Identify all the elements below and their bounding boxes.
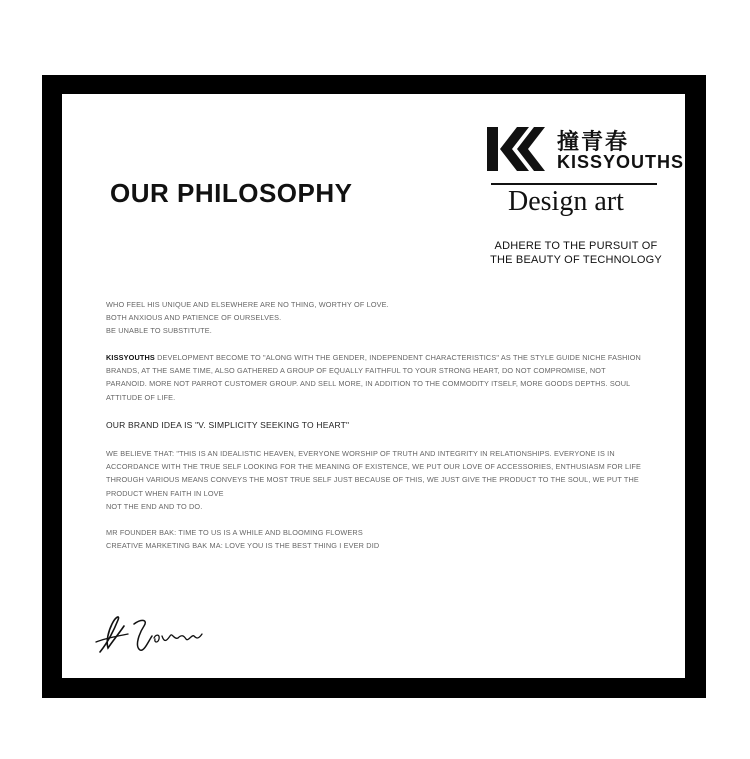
paragraph-line: ATTITUDE OF LIFE.: [106, 392, 176, 402]
belief-paragraph: [106, 447, 651, 513]
tagline-line: ADHERE TO THE PURSUIT OF: [494, 240, 658, 252]
paragraph-line: THROUGH VARIOUS MEANS CONVEYS THE MOST TRUE SELF JUST BECAUSE OF THIS, WE JUST GIVE THE PRODUCT TO THE SOUL, WE PUT THE: [106, 475, 639, 485]
paragraph-line: MR FOUNDER BAK: TIME TO US IS A WHILE AND BLOOMING FLOWERS: [106, 528, 363, 537]
handwritten-signature-icon: [94, 612, 214, 656]
brand-subtitle: Design art: [508, 186, 624, 217]
paragraph-line: CREATIVE MARKETING BAK MA: LOVE YOU IS THE BEST THING I EVER DID: [106, 541, 380, 551]
intro-paragraph: [106, 298, 651, 338]
divider: [491, 183, 657, 185]
kk-logo-icon: [487, 127, 545, 171]
brand-idea-heading: OUR BRAND IDEA IS "V. SIMPLICITY SEEKING TO HEART": [106, 420, 350, 430]
paragraph-line: PARANOID. MORE NOT PARROT CUSTOMER GROUP. AND SELL MORE, IN ADDITION TO THE COMMODITY ITSELF, MORE GOODS DEPTHS. SOUL: [106, 379, 631, 389]
paragraph-line: WHO FEEL HIS UNIQUE AND ELSEWHERE ARE NO THING, WORTHY OF LOVE.: [106, 300, 389, 309]
page-title: OUR PHILOSOPHY: [110, 178, 353, 208]
brand-keyword: KISSYOUTHS: [106, 353, 155, 362]
paragraph-line: BRANDS, AT THE SAME TIME, ALSO GATHERED A GROUP OF EQUALLY FAITHFUL TO YOUR STRONG HEART, DO NOT COMPROMISE, NOT: [106, 366, 606, 376]
brand-name-chinese: 撞青春: [557, 130, 630, 155]
tagline-line: THE BEAUTY OF TECHNOLOGY: [490, 254, 662, 266]
paragraph-line: [106, 351, 651, 364]
development-paragraph: [106, 351, 651, 404]
paragraph-text: DEVELOPMENT BECOME TO "ALONG WITH THE GENDER, INDEPENDENT CHARACTERISTICS" AS THE STYLE GUIDE NICHE FASHION: [154, 353, 641, 362]
brand-name-english: KISSYOUTHS: [557, 152, 685, 172]
paragraph-line: BOTH ANXIOUS AND PATIENCE OF OURSELVES.: [106, 313, 282, 323]
paragraph-line: PRODUCT WHEN FAITH IN LOVE: [106, 488, 224, 498]
paragraph-line: BE UNABLE TO SUBSTITUTE.: [106, 326, 212, 336]
paragraph-line: NOT THE END AND TO DO.: [106, 501, 203, 511]
founders-paragraph: [106, 526, 651, 552]
paragraph-line: ACCORDANCE WITH THE TRUE SELF LOOKING FOR THE MEANING OF EXISTENCE, WE PUT OUR LOVE OF ACCESSORIES, ENTHUSIASM FOR LIFE: [106, 462, 642, 472]
brand-tagline: [486, 239, 666, 267]
paragraph-line: WE BELIEVE THAT: "THIS IS AN IDEALISTIC HEAVEN, EVERYONE WORSHIP OF TRUTH AND INTEGRITY IN RELATIONSHIPS. EVERYONE IS IN: [106, 449, 615, 458]
